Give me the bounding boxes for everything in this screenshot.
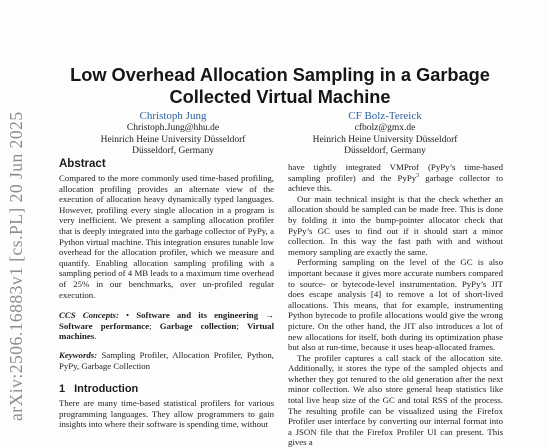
ccs-item: Software and its engineering (136, 310, 259, 321)
paragraph-text: have tightly integrated VMProf (PyPy’s time-based sampling profiler) and the PyPy (288, 162, 503, 183)
intro-text: There are many time-based statistical profilers for various programming languages. They allow programmers to gain insights into where their software is spending time, without (59, 398, 274, 430)
ccs-concepts (59, 310, 274, 342)
paragraph: Performing sampling on the level of the GC is also important because it gives more accurate numbers compared to source- or bytecode-level instrumentation. PyPy’s JIT does escape analysis [4] to remove a lot of short-lived allocations. This means, that for example, instrumenting Python bytecode to profile allocations would give the wrong picture. On the other hand, the JIT also introduces a lot of new allocations for itself, both during its optimization phase but also at run-time, because it uses heap-allocated frames. (288, 257, 503, 353)
author-email: Christoph.Jung@hhu.de (126, 123, 220, 133)
section-title: Introduction (74, 383, 139, 396)
intro-heading (59, 383, 274, 395)
paragraph: The profiler captures a call stack of the allocation site. Additionally, it stores the type of the sampled objects and whether they got tenured to the old generation after the next minor collection. We also store general heap statistics like total live heap size of the GC and total RSS of the process. The resulting profile can be visualized using the Firefox Profiler user interface by converting our internal format into a JSON file that the Firefox Profiler UI can present. This gives a (288, 352, 503, 448)
abstract-text: Compared to the more commonly used time-based profiling, allocation profiling provides an alternate view of the execution of allocation heavy dynamically typed languages. However, profiling every single allocation in a program is very inefficient. We present a sampling allocation profiler that is deeply integrated into the garbage collector of PyPy, a Python virtual machine. This integration ensures tunable low overhead for the allocation profiler, which we measure and quantify. Enabling allocation sampling profiling with a sampling period of 4 MB leads to a maximum time overhead of 25% in our benchmarks, over un-profiled regular execution. (59, 173, 274, 300)
paragraph: Our main technical insight is that the check whether an allocation should be sampled can be made free. This is done by folding it into the bump-pointer allocator check that PyPy’s GC uses to find out if it should start a minor collection. In this way the fast path with and without memory sampling are exactly the same. (288, 193, 503, 257)
ccs-separator: ; (236, 320, 239, 331)
author-affiliation: Heinrich Heine University Düsseldorf (312, 134, 458, 145)
ccs-item: Virtual machines (59, 320, 275, 342)
author-affiliation: Heinrich Heine University Düsseldorf (100, 134, 246, 145)
keywords-text: Sampling Profiler, Allocation Profiler, Python, PyPy, Garbage Collection (59, 349, 274, 371)
ccs-item: Garbage collection (159, 320, 237, 331)
paragraph-text: garbage collector to achieve this. (288, 172, 503, 194)
paragraph (288, 162, 503, 194)
author-block-2 (280, 110, 490, 158)
keywords (59, 350, 274, 371)
author-name: CF Bolz-Tereick (348, 110, 422, 122)
ccs-item: Software performance (59, 320, 150, 331)
left-column (59, 158, 274, 430)
ccs-label: CCS Concepts: (59, 310, 119, 321)
author-name: Christoph Jung (139, 110, 207, 122)
keywords-label: Keywords: (59, 349, 98, 360)
author-email: cfbolz@gmx.de (354, 123, 416, 133)
author-block-1 (68, 110, 278, 158)
paper-title: Low Overhead Allocation Sampling in a Garbage Collected Virtual Machine (70, 65, 490, 107)
author-location: Düsseldorf, Germany (344, 146, 426, 156)
right-column (288, 162, 503, 448)
arxiv-identifier-stamp: arXiv:2506.16883v1 [cs.PL] 20 Jun 2025 (6, 111, 26, 421)
ccs-end: . (94, 331, 97, 342)
section-number: 1 (59, 383, 66, 396)
abstract-heading: Abstract (59, 158, 106, 170)
footnote-marker: 3 (416, 172, 420, 179)
ccs-arrow: → (265, 310, 275, 321)
ccs-bullet: • (126, 310, 130, 321)
ccs-separator: ; (149, 320, 152, 331)
author-location: Düsseldorf, Germany (132, 146, 214, 156)
